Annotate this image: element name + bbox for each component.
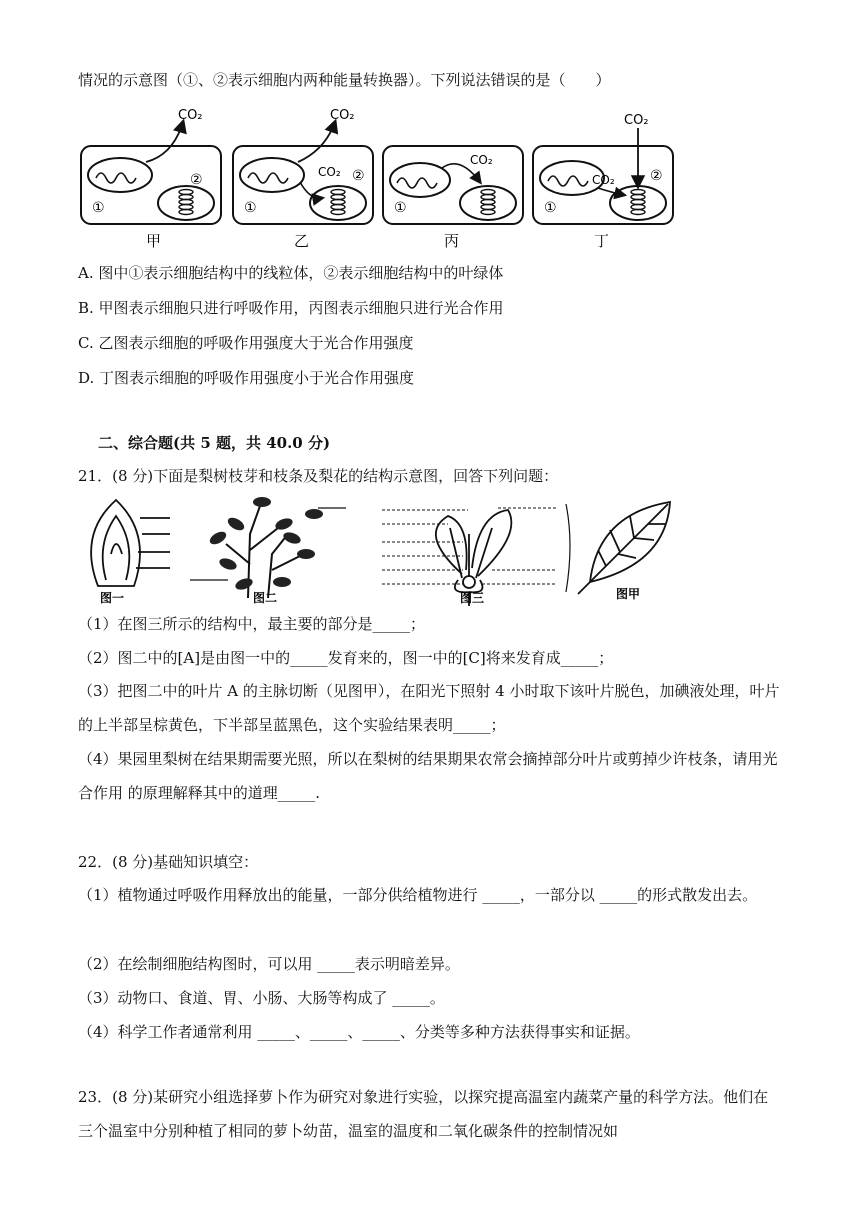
q21-item-1: （1）在图三所示的结构中，最主要的部分是_____； [78,615,426,633]
svg-text:CO₂: CO₂ [318,165,341,179]
panel-yi [233,108,373,250]
mark-1: ① [92,200,105,216]
q22-item-4: （4）科学工作者通常利用 _____、_____、_____、分类等多种方法获得事实和证据。 [78,1023,640,1041]
fig1-label: 图一 [100,591,125,605]
q20-stem: 情况的示意图（①、②表示细胞内两种能量转换器）。下列说法错误的是（ ） [78,71,611,89]
q21-item-4: （4）果园里梨树在结果期需要光照，所以在梨树的结果期果农常会摘掉部分叶片或剪掉少许枝条，请用光合作用 的原理解释其中的道理_____. [78,750,778,802]
fig2-branch [190,497,346,598]
q21-figure [78,494,678,606]
q20-cell-figure [78,100,708,252]
q20-option-d: D. 丁图表示细胞的呼吸作用强度小于光合作用强度 [78,369,415,387]
svg-text:丙: 丙 [444,232,460,250]
q22-item-1: （1）植物通过呼吸作用释放出的能量，一部分供给植物进行 _____，一部分以 _____的形式散发出去。 [78,886,758,904]
q22-stem: 22．(8 分)基础知识填空： [78,853,259,871]
svg-text:CO₂: CO₂ [592,173,615,187]
svg-text:丁: 丁 [594,232,610,250]
mark-2: ② [190,172,203,188]
svg-text:①: ① [544,200,557,216]
panel-ding [533,113,673,250]
section-title: 二、综合题(共 5 题，共 40.0 分) [98,434,331,452]
q21-item-2: （2）图二中的[A]是由图一中的_____发育来的，图一中的[C]将来发育成_____； [78,649,614,667]
fig1-bud [91,500,170,586]
q21-stem: 21．(8 分)下面是梨树枝芽和枝条及梨花的结构示意图，回答下列问题： [78,467,559,485]
fig2-label: 图二 [253,591,278,605]
svg-text:乙: 乙 [294,232,310,250]
figA-leaf [578,502,670,594]
q22-item-2: （2）在绘制细胞结构图时，可以用 _____表示明暗差异。 [78,955,460,973]
svg-text:CO₂: CO₂ [470,153,493,167]
fig3-label: 图三 [460,591,485,605]
svg-text:②: ② [650,168,663,184]
q20-option-b: B. 甲图表示细胞只进行呼吸作用，丙图表示细胞只进行光合作用 [78,299,504,317]
q22-item-3: （3）动物口、食道、胃、小肠、大肠等构成了 _____。 [78,989,445,1007]
svg-text:CO₂: CO₂ [330,108,355,123]
panel-jia [81,108,221,250]
co2-label: CO₂ [178,108,203,123]
q23-stem: 23．(8 分)某研究小组选择萝卜作为研究对象进行实验，以探究提高温室内蔬菜产量的科学方法。他们在三个温室中分别种植了相同的萝卜幼苗，温室的温度和二氧化碳条件的控制情况如 [78,1088,769,1140]
q20-option-c: C. 乙图表示细胞的呼吸作用强度大于光合作用强度 [78,334,414,352]
svg-text:①: ① [244,200,257,216]
q20-option-a: A. 图中①表示细胞结构中的线粒体，②表示细胞结构中的叶绿体 [78,264,504,282]
panel-bing [383,146,523,250]
svg-text:②: ② [352,168,365,184]
figA-label: 图甲 [616,587,641,601]
q21-item-3: （3）把图二中的叶片 A 的主脉切断（见图甲），在阳光下照射 4 小时取下该叶片脱色，加碘液处理，叶片的上半部呈棕黄色，下半部呈蓝黑色，这个实验结果表明_____； [78,682,780,734]
svg-text:①: ① [394,200,407,216]
panel-label: 甲 [146,232,162,250]
svg-text:CO₂: CO₂ [624,113,649,128]
